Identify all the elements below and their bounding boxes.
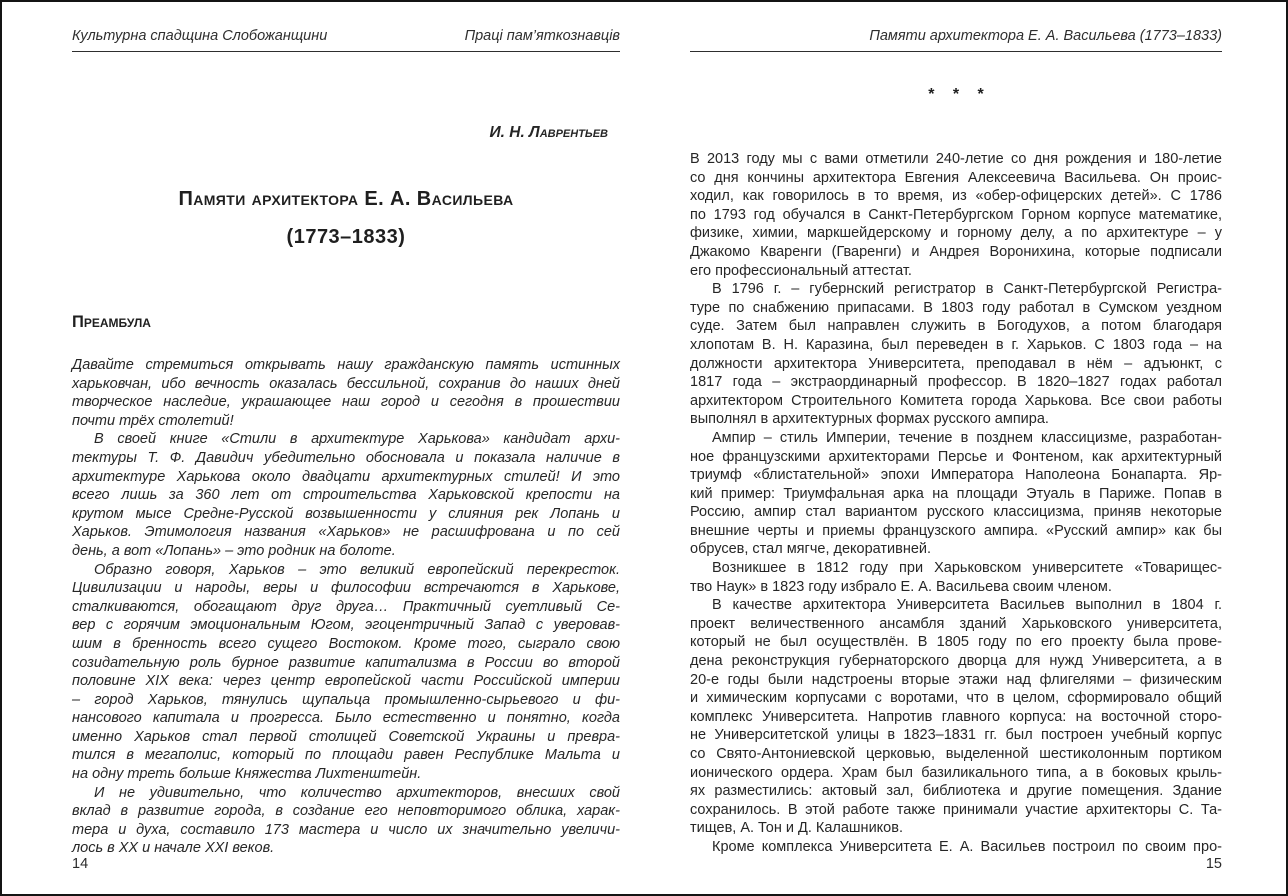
text-line: сталкиваются, обогащают друг друга… Практичный суетливый Се- — [72, 598, 620, 615]
text-line: день, а вот «Лопань» – это родник на болоте. — [72, 542, 396, 559]
article-dates: (1773–1833) — [286, 226, 406, 248]
page-number-right: 15 — [1205, 856, 1222, 872]
text-line: нансового капитала и прогресса. Было естественно и понятно, когда — [72, 710, 620, 727]
text-line: должности архитектора Университета, преподавал в нём – адъюнкт, с — [690, 355, 1222, 372]
left-page-body-text — [72, 356, 620, 858]
text-line: со Свято-Антониевской церковью, выделенной шестиколонным портиком — [690, 746, 1222, 762]
text-line: ное французскими архитекторами Персье и Фонтеном, как архитектурный — [690, 448, 1222, 465]
text-line: комплекс Университета. Напротив главного корпуса: на восточной сторо- — [690, 708, 1222, 725]
text-line: Кроме комплекса Университета Е. А. Васильев построил по своим про- — [712, 838, 1222, 855]
text-line: тектуры Т. Ф. Давидич убедительно обосновала и показала наличие в — [72, 449, 620, 466]
text-line: 20-е годы были надстроены вторые этажи над флигелями – физическим — [690, 671, 1222, 688]
asterisk-separator: * * * — [928, 86, 984, 103]
text-line: физике, химии, маркшейдерскому и горному делу, а по архитектуре – у — [690, 225, 1222, 242]
text-line: хлопотам В. Н. Каразина, был переведен в г. Харьков. С 1803 года – на — [690, 336, 1222, 353]
text-line: крутом мысе Средне-Русской возвышенности у слияния рек Лопань и — [72, 505, 620, 522]
text-line: именно Харьков стал первой столицей Советской Украины и превра- — [72, 728, 620, 745]
text-line: который не был осуществлён. В 1805 году по его проекту была прове- — [690, 634, 1222, 651]
text-line: проект величественного ансамбля зданий Харьковского университета, — [690, 615, 1222, 632]
text-line: тво Наук» в 1823 году избрало Е. А. Васильева своим членом. — [690, 578, 1112, 595]
text-line: Образно говоря, Харьков – это великий европейский перекресток. — [94, 561, 620, 578]
text-line: творческое наследие, украшающее наш город и сегодня в прошествии — [72, 394, 620, 411]
text-line: архитектуре Харькова около двадцати архитектурных стилей! И это — [72, 468, 620, 485]
running-head-right — [690, 28, 1222, 52]
text-line: шим в бренность всего сущего Востоком. Кроме того, сыграло свою — [72, 635, 620, 652]
text-line: тера и духа, составило 173 мастера и число их значительно увеличи- — [72, 821, 620, 838]
text-line: – город Харьков, тянулись щупальца промышленно-сырьевого и фи- — [72, 691, 620, 708]
text-line: по 1793 год обучался в Санкт-Петербургском Горном корпусе математике, — [690, 206, 1222, 223]
author-name: И. Н. Лаврентьев — [489, 124, 608, 141]
text-line: лось в XX и начале XXI веков. — [72, 840, 275, 857]
text-line: архитектором Строительного Комитета города Харькова. Все свои работы — [690, 392, 1222, 409]
text-line: обрусев, стал мягче, декоративней. — [690, 541, 932, 558]
text-line: всего лишь за 360 лет от строительства Харьковской крепости на — [72, 487, 620, 504]
running-head-book-title: Культурна спадщина Слобожанщини — [72, 28, 328, 44]
text-line: триумф «блистательной» эпохи Императора Наполеона Бонапарта. Яр- — [690, 467, 1222, 484]
text-line: его профессиональный аттестат. — [690, 262, 912, 279]
running-head-article-title: Памяти архитектора Е. А. Васильева (1773–1833) — [869, 28, 1222, 44]
text-line: ионического ордера. Храм был базиликального типа, а в боковых крыль- — [690, 764, 1222, 781]
text-line: ях разместились: актовый зал, библиотека и другие помещения. Здание — [690, 783, 1222, 800]
text-line: внешние черты и приемы французского ампира. «Русский ампир» как бы — [690, 522, 1222, 539]
text-line: и химическим корпусами с воротами, что в целом, сформировало общий — [690, 690, 1222, 707]
text-line: Цивилизации и народы, веры и философии встречаются в Харькове, — [72, 580, 620, 597]
text-line: половине XIX века: через центр европейской части Российской империи — [72, 673, 620, 690]
text-line: Возникшее в 1812 году при Харьковском университете «Товарищес- — [712, 560, 1222, 577]
text-line: туре по снабжению припасами. В 1803 году работал в Сумском уездном — [690, 299, 1222, 316]
text-line: Россию, ампир стал вариантом русского классицизма, приняв некоторые — [690, 504, 1222, 521]
text-line: созидательную роль бурное развитие капитализма в России во второй — [72, 654, 620, 671]
text-line: ходил, как говорилось в то время, из «обер-офицерских детей». С 1786 — [690, 188, 1222, 205]
text-line: В 1796 г. – губернский регистратор в Санкт-Петербургской Регистра- — [712, 281, 1222, 298]
text-line: Ампир – стиль Империи, течение в позднем классицизме, разработан- — [712, 429, 1222, 446]
article-title: Памяти архитектора Е. А. Васильева — [178, 188, 514, 210]
text-line: В своей книге «Стили в архитектуре Харькова» кандидат архи- — [94, 431, 620, 448]
text-line: Давайте стремиться открывать нашу гражданскую память истинных — [72, 357, 620, 373]
text-line: тился в мегаполис, который по площади равен Республике Мальта и — [72, 747, 620, 764]
text-line: харьковчан, ибо вечность оказалась бессильной, сохранив до наших дней — [72, 375, 620, 392]
text-line: В 2013 году мы с вами отметили 240-летие со дня рождения и 180-летие — [690, 151, 1222, 167]
text-line: на одну треть больше Княжества Лихтенштейн. — [72, 766, 422, 783]
running-head-section-title: Праці пам’яткознавців — [464, 28, 620, 44]
text-line: суде. Затем был направлен служить в Богодухов, а потом благодаря — [690, 318, 1222, 335]
right-page-body-text — [690, 150, 1222, 857]
section-heading-preamble: Преамбула — [72, 313, 151, 331]
text-line: Джакомо Кваренги (Гваренги) и Андрея Воронихина, которые подписали — [690, 243, 1222, 260]
text-line: сохранилось. В этой работе также принимали участие архитекторы С. Та- — [690, 801, 1222, 818]
text-line: дена реконструкция губернаторского дворца для нужд Университета, а в — [690, 653, 1222, 670]
text-line: не Университетской улицы в 1823–1831 гг. был построен учебный корпус — [690, 727, 1222, 744]
text-line: Харьков. Этимология названия «Харьков» не расшифрована и по сей — [72, 524, 620, 541]
text-line: И не удивительно, что количество архитекторов, внесших свой — [94, 784, 620, 801]
text-line: вклад в развитие города, в создание его неповторимого облика, харак- — [72, 803, 620, 820]
text-line: 1817 года – экстраординарный профессор. В 1820–1827 годах работал — [690, 374, 1222, 391]
text-line: выполнял в архитектурных формах русского ампира. — [690, 411, 1049, 428]
page-number-left: 14 — [72, 856, 89, 872]
text-line: вер с горячим эмоциональным Югом, эгоцентричный Запад с уверовав- — [72, 617, 620, 634]
text-line: В качестве архитектора Университета Васильев выполнил в 1804 г. — [712, 597, 1222, 614]
text-line: почти трёх столетий! — [72, 412, 234, 429]
running-head-left — [72, 28, 620, 52]
text-line: со дня кончины архитектора Евгения Алексеевича Васильева. Он проис- — [690, 169, 1222, 186]
text-line: тищев, А. Тон и Д. Калашников. — [690, 820, 903, 837]
text-line: кий пример: Триумфальная арка на площади Этуаль в Париже. Попав в — [690, 485, 1222, 502]
